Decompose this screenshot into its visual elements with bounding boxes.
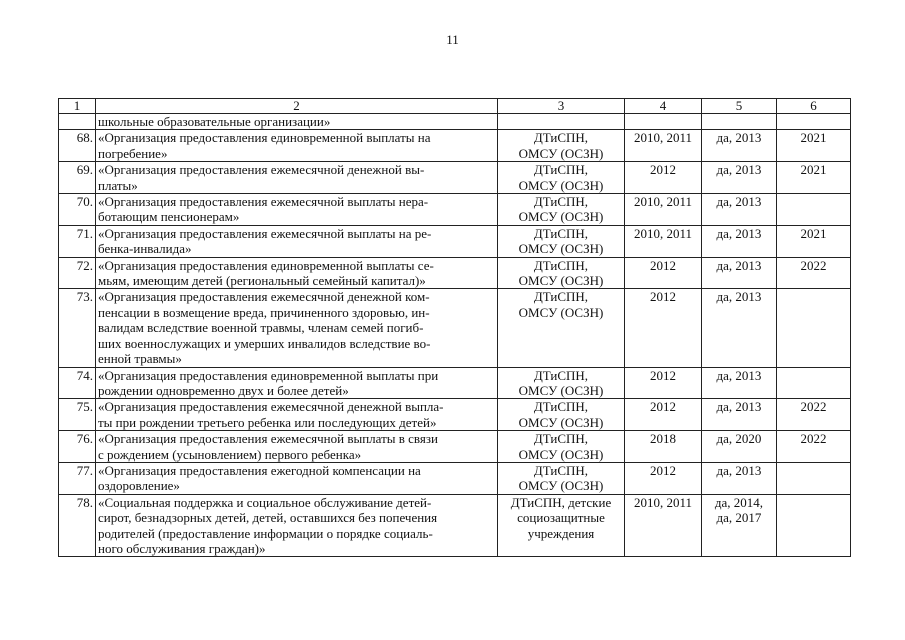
year-cell: [625, 494, 702, 557]
service-name-cell-line: ших военнослужащих и умерших инвалидов вследствие во-: [98, 335, 431, 351]
status-cell-line: да, 2020: [716, 431, 762, 447]
continuation-text: школьные образовательные организации»: [96, 114, 498, 130]
target-year-cell: [777, 367, 851, 399]
responsible-cell-line: ОМСУ (ОСЗН): [518, 177, 604, 193]
status-cell: [702, 162, 777, 194]
target-year-cell-line: 2022: [800, 431, 827, 447]
target-year-cell: [777, 130, 851, 162]
service-name-cell: [96, 194, 498, 226]
year-cell: [625, 225, 702, 257]
year-cell-line: 2010, 2011: [633, 494, 693, 510]
service-name-cell-line: «Организация предоставления единовременной выплаты на: [98, 130, 431, 146]
year-cell: [625, 130, 702, 162]
service-name-cell: [96, 225, 498, 257]
status-cell-line: да, 2013: [716, 399, 762, 415]
year-cell: [625, 431, 702, 463]
year-cell-line: 2012: [650, 462, 676, 478]
number-cell: [59, 257, 96, 289]
year-cell: [625, 162, 702, 194]
responsible-cell-line: ОМСУ (ОСЗН): [518, 478, 604, 494]
year-cell: [625, 289, 702, 367]
responsible-cell: [498, 194, 625, 226]
responsible-cell-line: ДТиСПН,: [533, 462, 589, 478]
responsible-cell-line: ДТиСПН,: [533, 162, 589, 178]
table-row: [59, 289, 851, 367]
number-cell-line: 68.: [76, 130, 93, 146]
number-cell: [59, 194, 96, 226]
header-cell: 2: [96, 99, 498, 114]
table-row: [59, 225, 851, 257]
number-cell: [59, 130, 96, 162]
target-year-cell: [777, 494, 851, 557]
table-row: [59, 494, 851, 557]
target-year-cell: [777, 399, 851, 431]
number-cell-line: 69.: [76, 162, 93, 178]
table-row: [59, 431, 851, 463]
service-name-cell-line: мьям, имеющим детей (региональный семейный капитал)»: [98, 273, 426, 289]
number-cell: [59, 162, 96, 194]
responsible-cell-line: ОМСУ (ОСЗН): [518, 304, 604, 320]
responsible-cell-line: ДТиСПН,: [533, 130, 589, 146]
number-cell-line: 78.: [76, 494, 93, 510]
number-cell-line: 70.: [76, 194, 93, 210]
service-name-cell-line: рождении одновременно двух и более детей»: [98, 382, 349, 398]
responsible-cell: [498, 462, 625, 494]
service-name-cell-line: «Организация предоставления единовременной выплаты при: [98, 367, 439, 383]
number-cell: [59, 462, 96, 494]
service-name-cell-line: ты при рождении третьего ребенка или последующих детей»: [98, 414, 437, 430]
year-cell-line: 2012: [650, 257, 676, 273]
responsible-cell-line: учреждения: [527, 525, 595, 541]
responsible-cell-line: ДТиСПН,: [533, 289, 589, 305]
service-name-cell: [96, 130, 498, 162]
services-table: [58, 98, 851, 557]
service-name-cell-line: «Организация предоставления ежемесячной денежной вы-: [98, 162, 425, 178]
responsible-cell-line: ОМСУ (ОСЗН): [518, 273, 604, 289]
target-year-cell: [777, 194, 851, 226]
service-name-cell-line: ботающим пенсионерам»: [98, 209, 240, 225]
status-cell: [702, 367, 777, 399]
service-name-cell: [96, 162, 498, 194]
responsible-cell: [498, 367, 625, 399]
status-cell: [702, 399, 777, 431]
number-cell: [59, 399, 96, 431]
year-cell-line: 2012: [650, 367, 676, 383]
service-name-cell: [96, 494, 498, 557]
responsible-cell-line: ДТиСПН, детские: [510, 494, 612, 510]
number-cell-line: 73.: [76, 289, 93, 305]
status-cell-line: да, 2013: [716, 130, 762, 146]
status-cell-line: да, 2013: [716, 289, 762, 305]
responsible-cell-line: ДТиСПН,: [533, 399, 589, 415]
target-year-cell: [777, 431, 851, 463]
responsible-cell-line: ДТиСПН,: [533, 225, 589, 241]
number-cell-line: 72.: [76, 257, 93, 273]
responsible-cell-line: ОМСУ (ОСЗН): [518, 414, 604, 430]
responsible-cell-line: ОМСУ (ОСЗН): [518, 241, 604, 257]
year-cell-line: 2010, 2011: [633, 194, 693, 210]
table-row: [59, 462, 851, 494]
status-cell: [702, 130, 777, 162]
table-row: [59, 162, 851, 194]
responsible-cell: [498, 289, 625, 367]
status-cell: [702, 289, 777, 367]
service-name-cell-line: погребение»: [98, 145, 168, 161]
responsible-cell: [498, 225, 625, 257]
service-name-cell-line: оздоровление»: [98, 478, 180, 494]
number-cell: [59, 114, 96, 130]
responsible-cell: [498, 257, 625, 289]
status-cell: [702, 494, 777, 557]
status-cell: [702, 225, 777, 257]
responsible-cell-line: ОМСУ (ОСЗН): [518, 145, 604, 161]
service-name-cell-line: «Организация предоставления ежемесячной денежной выпла-: [98, 399, 444, 415]
header-row: [59, 99, 851, 114]
responsible-cell-line: ДТиСПН,: [533, 367, 589, 383]
year-cell-line: 2018: [650, 431, 676, 447]
number-cell: [59, 225, 96, 257]
responsible-cell: [498, 431, 625, 463]
continuation-row: [59, 114, 851, 130]
year-cell: [625, 194, 702, 226]
service-name-cell-line: «Организация предоставления ежемесячной выплаты нера-: [98, 194, 429, 210]
service-name-cell-line: валидам вследствие военной травмы, членам семей погиб-: [98, 320, 424, 336]
status-cell-line: да, 2013: [716, 257, 762, 273]
table-row: [59, 257, 851, 289]
year-cell: [625, 399, 702, 431]
service-name-cell-line: енной травмы»: [98, 351, 182, 367]
number-cell: [59, 494, 96, 557]
status-cell: [702, 431, 777, 463]
service-name-cell: [96, 431, 498, 463]
status-cell-line: да, 2013: [716, 225, 762, 241]
number-cell-line: 76.: [76, 431, 93, 447]
status-cell-line: да, 2014,: [714, 494, 764, 510]
responsible-cell-line: социозащитные: [517, 510, 605, 526]
service-name-cell-line: с рождением (усыновлением) первого ребенка»: [98, 446, 362, 462]
responsible-cell-line: ОМСУ (ОСЗН): [518, 446, 604, 462]
year-cell-line: 2010, 2011: [633, 130, 693, 146]
header-cell: 4: [625, 99, 702, 114]
status-cell: [702, 194, 777, 226]
status-cell: [702, 257, 777, 289]
responsible-cell-line: ОМСУ (ОСЗН): [518, 209, 604, 225]
responsible-cell: [498, 494, 625, 557]
target-year-cell: [777, 462, 851, 494]
year-cell: [625, 257, 702, 289]
year-cell-line: 2012: [650, 399, 676, 415]
target-year-cell-line: 2021: [800, 162, 827, 178]
service-name-cell-line: бенка-инвалида»: [98, 241, 192, 257]
table-row: [59, 367, 851, 399]
status-cell-line: да, 2013: [716, 162, 762, 178]
service-name-cell: [96, 289, 498, 367]
target-year-cell-line: 2022: [800, 399, 827, 415]
service-name-cell-line: «Организация предоставления единовременной выплаты се-: [98, 257, 434, 273]
target-year-cell: [777, 289, 851, 367]
service-name-cell-line: «Организация предоставления ежемесячной денежной ком-: [98, 289, 430, 305]
target-year-cell: [777, 257, 851, 289]
service-name-cell-line: сирот, безнадзорных детей, детей, оставшихся без попечения: [98, 510, 438, 526]
header-cell: 1: [59, 99, 96, 114]
target-year-cell: [777, 225, 851, 257]
target-year-cell-line: 2021: [800, 225, 827, 241]
service-name-cell-line: «Организация предоставления ежемесячной выплаты в связи: [98, 431, 438, 447]
header-cell: 5: [702, 99, 777, 114]
service-name-cell: [96, 367, 498, 399]
number-cell: [59, 367, 96, 399]
year-cell-line: 2010, 2011: [633, 225, 693, 241]
responsible-cell: [498, 399, 625, 431]
service-name-cell-line: пенсации в возмещение вреда, причиненного здоровью, ин-: [98, 304, 430, 320]
status-cell-line: да, 2017: [716, 510, 762, 526]
header-cell: 6: [777, 99, 851, 114]
table-row: [59, 130, 851, 162]
number-cell-line: 77.: [76, 462, 93, 478]
status-cell-line: да, 2013: [716, 194, 762, 210]
year-cell: [625, 367, 702, 399]
responsible-cell-line: ДТиСПН,: [533, 431, 589, 447]
year-cell: [625, 462, 702, 494]
number-cell-line: 74.: [76, 367, 93, 383]
responsible-cell-line: ДТиСПН,: [533, 257, 589, 273]
number-cell: [59, 289, 96, 367]
status-cell-line: да, 2013: [716, 367, 762, 383]
responsible-cell: [498, 130, 625, 162]
header-cell: 3: [498, 99, 625, 114]
number-cell: [59, 431, 96, 463]
target-year-cell-line: 2021: [800, 130, 827, 146]
service-name-cell: [96, 257, 498, 289]
table-row: [59, 194, 851, 226]
service-name-cell: [96, 462, 498, 494]
service-name-cell-line: родителей (предоставление информации о порядке социаль-: [98, 525, 433, 541]
target-year-cell: [777, 162, 851, 194]
year-cell-line: 2012: [650, 289, 676, 305]
service-name-cell: [96, 399, 498, 431]
responsible-cell-line: ДТиСПН,: [533, 194, 589, 210]
table-row: [59, 399, 851, 431]
status-cell-line: да, 2013: [716, 462, 762, 478]
service-name-cell-line: «Организация предоставления ежемесячной выплаты на ре-: [98, 225, 432, 241]
service-name-cell-line: «Организация предоставления ежегодной компенсации на: [98, 462, 421, 478]
service-name-cell-line: ного обслуживания граждан)»: [98, 540, 266, 556]
number-cell-line: 75.: [76, 399, 93, 415]
responsible-cell-line: ОМСУ (ОСЗН): [518, 382, 604, 398]
status-cell: [702, 462, 777, 494]
page-number: 11: [446, 32, 459, 47]
year-cell-line: 2012: [650, 162, 676, 178]
service-name-cell-line: «Социальная поддержка и социальное обслуживание детей-: [98, 494, 432, 510]
target-year-cell-line: 2022: [800, 257, 827, 273]
responsible-cell: [498, 162, 625, 194]
number-cell-line: 71.: [76, 225, 93, 241]
service-name-cell-line: платы»: [98, 177, 138, 193]
